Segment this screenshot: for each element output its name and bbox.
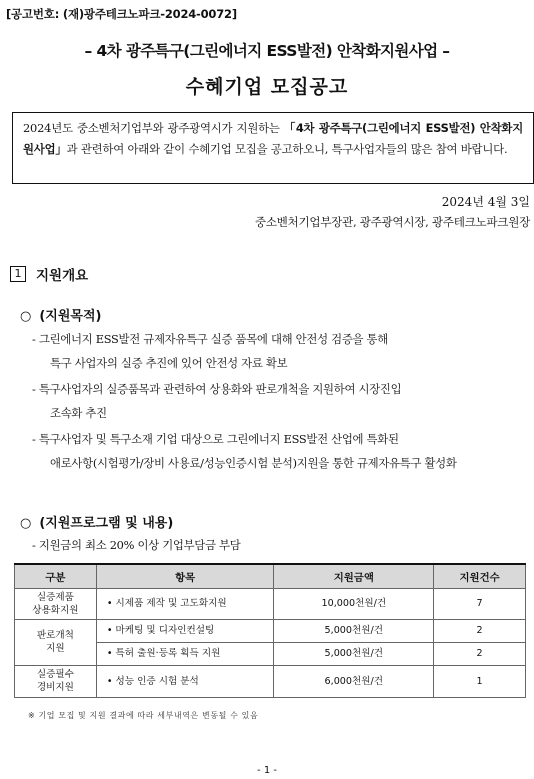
bullet-line: - 특구사업자의 실증품목과 관련하여 상용화와 판로개척을 지원하여 시장진입 xyxy=(32,382,402,396)
subheading-purpose-text: (지원목적) xyxy=(39,309,102,324)
intro-box xyxy=(12,112,534,184)
category-line: 상용화지원 xyxy=(32,604,79,616)
table-item-cell: • 특허 출원·등록 획득 지원 xyxy=(96,642,274,665)
bullet-line: - 특구사업자 및 특구소재 기업 대상으로 그린에너지 ESS발전 산업에 특화된 xyxy=(32,432,399,446)
intro-text-1: 2024년도 중소벤처기업부와 광주광역시가 지원하는 xyxy=(23,121,284,135)
subheading-program xyxy=(20,512,173,531)
intro-text-2: 과 관련하여 아래와 같이 수혜기업 모집을 공고하오니, 특구사업자들의 많은 참여 바랍니다. xyxy=(66,142,508,156)
category-line: 실증제품 xyxy=(36,591,74,603)
purpose-bullet-1 xyxy=(32,327,528,375)
bullet-line-cont: 특구 사업자의 실증 추진에 있어 안전성 자료 확보 xyxy=(50,356,288,370)
purpose-bullet-2 xyxy=(32,377,528,425)
table-item-cell: • 성능 인증 시험 분석 xyxy=(96,665,274,697)
circle-marker-icon: ○ xyxy=(20,309,32,324)
support-program-table xyxy=(14,563,526,698)
category-line: 경비지원 xyxy=(36,682,74,693)
title-line-2: 수혜기업 모집공고 xyxy=(185,76,349,98)
table-count-cell: 2 xyxy=(434,642,526,665)
section-heading-overview xyxy=(10,264,88,284)
bullet-line: - 지원금의 최소 20% 이상 기업부담금 부담 xyxy=(32,538,241,552)
table-item-cell: • 마케팅 및 디자인컨설팅 xyxy=(96,619,274,642)
table-header-cell: 지원금액 xyxy=(274,564,434,588)
table-row xyxy=(15,665,526,697)
table-header-cell: 지원건수 xyxy=(434,564,526,588)
table-amount-cell: 5,000천원/건 xyxy=(274,642,434,665)
table-row xyxy=(15,619,526,642)
table-category-cell xyxy=(15,665,97,697)
table-category-cell xyxy=(15,619,97,665)
announcement-date: 2024년 4월 3일 xyxy=(441,195,530,209)
table-header-cell: 항목 xyxy=(96,564,274,588)
issuing-organizations: 중소벤처기업부장관, 광주광역시장, 광주테크노파크원장 xyxy=(254,215,530,229)
bullet-line-cont: 애로사항(시험평가/장비 사용료/성능인증시험 분석)지원을 통한 규제자유특구 활성화 xyxy=(50,456,457,470)
table-count-cell: 2 xyxy=(434,619,526,642)
table-amount-cell: 10,000천원/건 xyxy=(274,588,434,619)
subheading-purpose xyxy=(20,305,101,324)
subheading-program-text: (지원프로그램 및 내용) xyxy=(39,516,174,531)
purpose-bullet-3 xyxy=(32,427,528,475)
table-amount-cell: 5,000천원/건 xyxy=(274,619,434,642)
table-header-cell: 구분 xyxy=(15,564,97,588)
category-line: 실증필수 xyxy=(36,669,74,680)
table-item-cell: • 시제품 제작 및 고도화지원 xyxy=(96,588,274,619)
category-line: 판로개척 xyxy=(36,630,74,641)
circle-marker-icon: ○ xyxy=(20,516,32,531)
page-number: - 1 - xyxy=(257,765,277,776)
section-number-box: 1 xyxy=(10,266,26,282)
bullet-line-cont: 조속화 추진 xyxy=(50,406,107,420)
table-footnote: ※ 기업 모집 및 지원 결과에 따라 세부내역은 변동될 수 있음 xyxy=(28,711,259,720)
title-line-1: – 4차 광주특구(그린에너지 ESS발전) 안착화지원사업 – xyxy=(84,42,450,60)
table-row xyxy=(15,588,526,619)
bullet-line: - 그린에너지 ESS발전 규제자유특구 실증 품목에 대해 안전성 검증을 통해 xyxy=(32,332,388,346)
table-header-row xyxy=(15,564,526,588)
table-amount-cell: 6,000천원/건 xyxy=(274,665,434,697)
section-title: 지원개요 xyxy=(36,268,89,284)
notice-number: [공고번호: (재)광주테크노파크-2024-0072] xyxy=(6,7,237,21)
intro-bold-text: 「4차 광주특구(그린에너지 ESS발전) 안착화지원사업」 xyxy=(23,121,523,156)
table-category-cell xyxy=(15,588,97,619)
table-count-cell: 7 xyxy=(434,588,526,619)
table-count-cell: 1 xyxy=(434,665,526,697)
program-bullet xyxy=(32,533,528,557)
category-line: 지원 xyxy=(46,643,65,654)
